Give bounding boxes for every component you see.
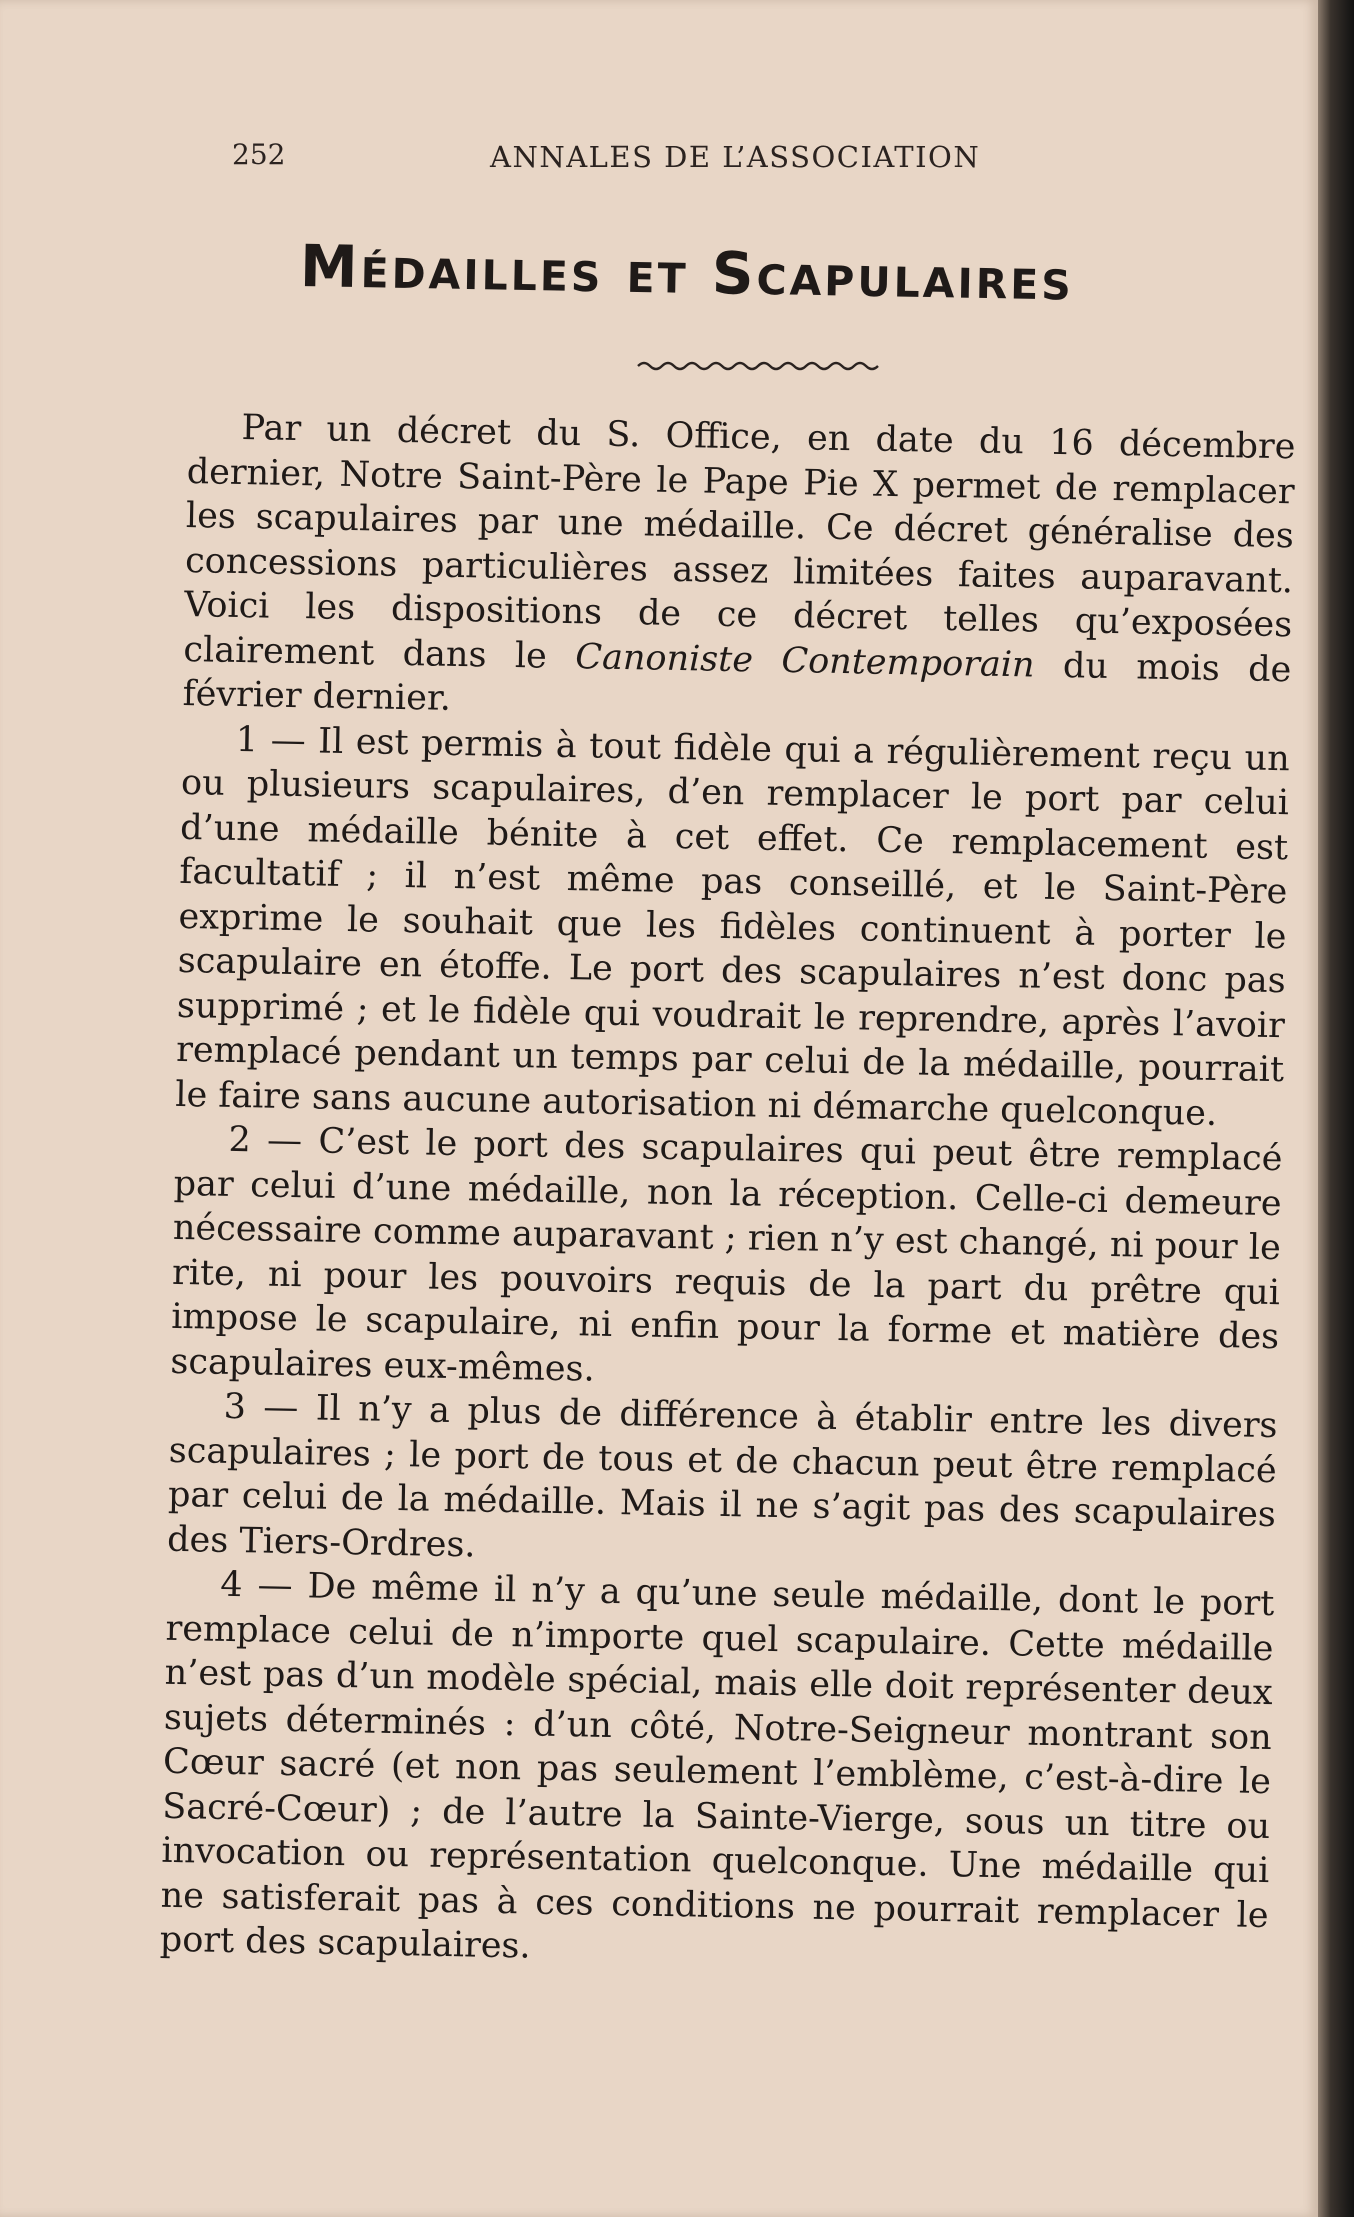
- intro-paragraph: Par un décret du S. Office, en date du 16 décembre dernier, Notre Saint-Père le Pape Pie X permet de remplacer les scapulaires par une médaille. Ce décret généralise des concessions particulières assez limitées faites auparavant. Voici les dispositions de ce décret telles qu’exposées clairement dans le Canoniste Contemporain du mois de février dernier.: [182, 407, 1296, 719]
- page-number: 252: [232, 138, 286, 171]
- point-paragraph-1: 1 — Il est permis à tout fidèle qui a régulièrement reçu un ou plusieurs scapulaires, d’en remplacer le port par celui d’une médaille bénite à cet effet. Ce remplacement est facultatif ; il n’est même pas conseillé, et le Saint-Père exprime le souhait que les fidèles continuent à porter le scapulaire en étoffe. Le port des scapulaires n’est donc pas supprimé ; et le fidèle qui voudrait le reprendre, après l’avoir remplacé pendant un temps par celui de la médaille, pourrait le faire sans aucune autorisation ni démarche quelconque.: [174, 719, 1291, 1134]
- running-title: ANNALES DE L’ASSOCIATION: [490, 140, 981, 174]
- running-head: [232, 138, 1052, 178]
- point-paragraph-3: 3 — Il n’y a plus de différence à établir entre les divers scapulaires ; le port de tous et de chacun peut être remplacé par celui de la médaille. Mais il ne s’agit pas des scapulaires des Tiers-Ordres.: [166, 1386, 1278, 1565]
- point-paragraph-4: 4 — De même il n’y a qu’une seule médaille, dont le port remplace celui de n’importe quel scapulaire. Cette médaille n’est pas d’un modèle spécial, mais elle doit représenter deux sujets déterminés : d’un côté, Notre-Seigneur montrant son Cœur sacré (et non pas seulement l’emblème, c’est-à-dire le Sacré-Cœur) ; de l’autre la Sainte-Vierge, sous un titre ou invocation ou représentation quelconque. Une médaille qui ne satisferait pas à ces conditions ne pourrait remplacer le port des scapulaires.: [159, 1564, 1275, 1967]
- wavy-rule-ornament: [636, 354, 886, 378]
- book-spine-shadow: [1318, 0, 1354, 2217]
- article-title: Médailles et Scapulaires: [299, 232, 1075, 314]
- article-body: [159, 405, 1295, 1983]
- point-paragraph-2: 2 — C’est le port des scapulaires qui peut être remplacé par celui d’une médaille, non la réception. Celle-ci demeure nécessaire comme auparavant ; rien n’y est changé, ni pour le rite, ni pour les pouvoirs requis de la part du prêtre qui impose le scapulaire, ni enfin pour la forme et matière des scapulaires eux-mêmes.: [170, 1119, 1283, 1390]
- journal-title: Canoniste Contemporain: [574, 636, 1035, 686]
